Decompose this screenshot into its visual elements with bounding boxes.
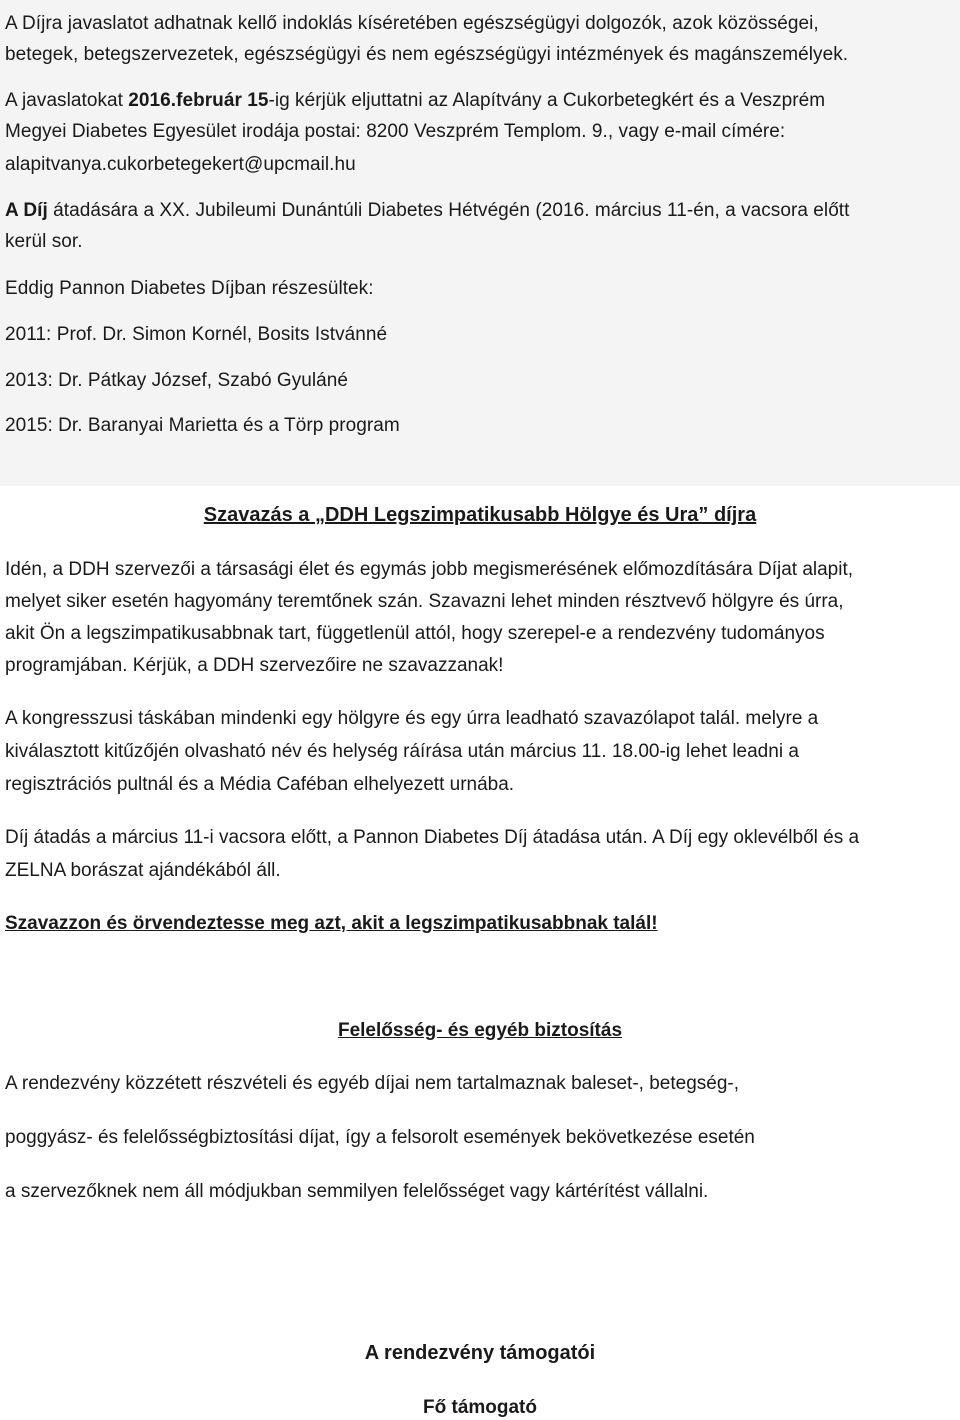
winner-entry: 2013: Dr. Pátkay József, Szabó Gyuláné xyxy=(5,370,349,391)
nomination-section xyxy=(0,0,960,486)
main-sponsor-label: Fő támogató xyxy=(423,1397,537,1418)
voting-paragraph-line: programjában. Kérjük, a DDH szervezőire ne szavazzanak! xyxy=(5,655,504,676)
award-line: kerül sor. xyxy=(5,231,83,252)
insurance-line: a szervezőknek nem áll módjukban semmilyen felelősséget vagy kártérítést vállalni. xyxy=(5,1181,709,1202)
deadline-line: A javaslatokat 2016.február 15-ig kérjük eljuttatni az Alapítvány a Cukorbetegkért és a Veszprém xyxy=(5,90,826,111)
voting-paragraph-line: regisztrációs pultnál és a Média Caféban elhelyezett urnába. xyxy=(5,774,515,795)
award-label: A Díj xyxy=(5,200,48,221)
voting-paragraph-line: akit Ön a legszimpatikusabbnak tart, függetlenül attól, hogy szerepel-e a rendezvény tudományos xyxy=(5,623,825,644)
email-address: alapitvanya.cukorbetegekert@upcmail.hu xyxy=(5,154,356,175)
voting-paragraph-line: ZELNA borászat ajándékából áll. xyxy=(5,860,281,881)
insurance-title: Felelősség- és egyéb biztosítás xyxy=(337,1020,623,1041)
address-line: Megyei Diabetes Egyesület irodája postai: 8200 Veszprém Templom. 9., vagy e-mail címére: xyxy=(5,121,786,142)
winner-entry: 2011: Prof. Dr. Simon Kornél, Bosits Istvánné xyxy=(5,324,388,345)
deadline-date: 2016.február 15 xyxy=(128,90,269,111)
winners-title: Eddig Pannon Diabetes Díjban részesültek: xyxy=(5,278,374,299)
insurance-line: poggyász- és felelősségbiztosítási díjat, így a felsorolt események bekövetkezése esetén xyxy=(5,1127,755,1148)
voting-paragraph-line: Idén, a DDH szervezői a társasági élet és egymás jobb megismerésének előmozdítására Díjat alapit, xyxy=(5,559,854,580)
voting-title: Szavazás a „DDH Legszimpatikusabb Hölgye és Ura” díjra xyxy=(203,504,757,526)
voting-paragraph-line: kiválasztott kitűzőjén olvasható név és helység ráírása után március 11. 18.00-ig lehet leadni a xyxy=(5,741,799,762)
winner-entry: 2015: Dr. Baranyai Marietta és a Törp program xyxy=(5,415,400,436)
voting-paragraph-line: A kongresszusi táskában mindenki egy hölgyre és egy úrra leadható szavazólapot talál. melyre a xyxy=(5,708,819,729)
voting-closing: Szavazzon és örvendeztesse meg azt, akit a legszimpatikusabbnak talál! xyxy=(5,913,658,934)
voting-paragraph-line: Díj átadás a március 11-i vacsora előtt, a Pannon Diabetes Díj átadása után. A Díj egy oklevélből és a xyxy=(5,827,860,848)
nomination-line: A Díjra javaslatot adhatnak kellő indoklás kíséretében egészségügyi dolgozók, azok közösségei, xyxy=(5,13,819,34)
nomination-line: betegek, betegszervezetek, egészségügyi és nem egészségügyi intézmények és magánszemélyek. xyxy=(5,44,849,65)
sponsors-title: A rendezvény támogatói xyxy=(364,1342,596,1364)
voting-paragraph-line: melyet siker esetén hagyomány teremtőnek szán. Szavazni lehet minden résztvevő hölgyre és úrra, xyxy=(5,591,844,612)
award-line: A Díj átadására a XX. Jubileumi Dunántúli Diabetes Hétvégén (2016. március 11-én, a vacsora előtt xyxy=(5,200,850,221)
insurance-line: A rendezvény közzétett részvételi és egyéb díjai nem tartalmaznak baleset-, betegség-, xyxy=(5,1073,740,1094)
